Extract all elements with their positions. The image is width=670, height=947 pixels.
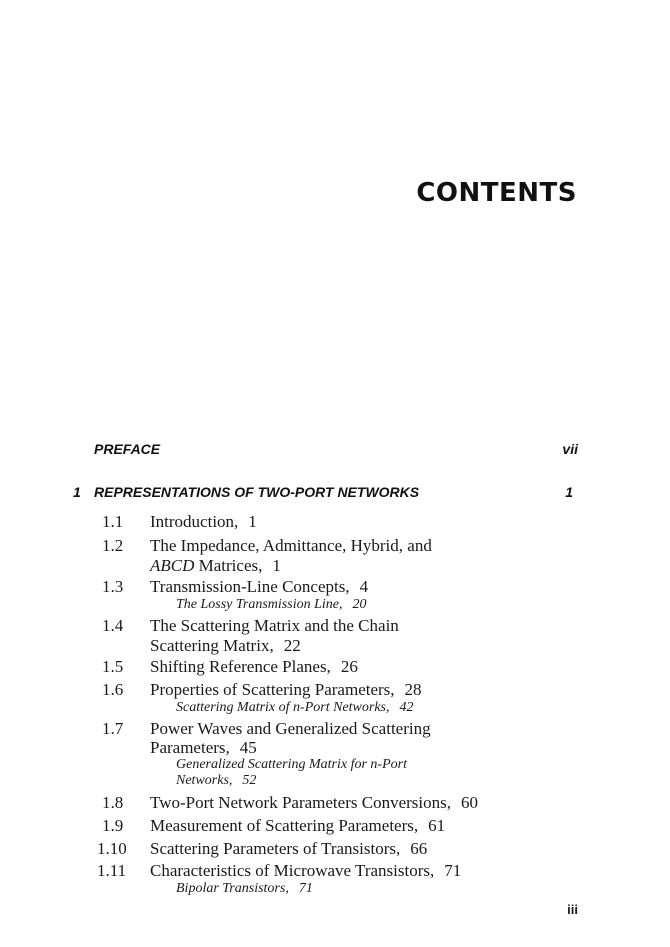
section-page: 26 [340, 657, 358, 676]
section-page: 60 [460, 793, 478, 812]
section-number: 1.1 [102, 512, 124, 531]
preface-page: vii [562, 441, 578, 457]
section-entry-continued[interactable] [150, 636, 301, 656]
subsection-entry[interactable] [176, 596, 366, 613]
subsection-entry[interactable] [176, 699, 413, 716]
section-title: Power Waves and Generalized Scattering [150, 719, 431, 738]
section-title: Two-Port Network Parameters Conversions, [150, 793, 451, 812]
subsection-entry-continued[interactable] [176, 772, 256, 789]
section-page: 1 [248, 512, 257, 531]
section-entry[interactable] [150, 719, 431, 739]
section-number: 1.6 [102, 680, 124, 699]
section-number: 1.2 [102, 536, 124, 555]
section-entry[interactable] [150, 616, 399, 636]
section-entry[interactable] [150, 816, 445, 836]
section-title: Matrices, [198, 556, 263, 575]
section-title: Introduction, [150, 512, 239, 531]
section-title: Characteristics of Microwave Transistors, [150, 861, 435, 880]
subsection-page: 20 [352, 597, 367, 612]
section-page: 66 [410, 839, 428, 858]
section-page: 1 [272, 556, 281, 575]
section-title: Scattering Parameters of Transistors, [150, 839, 401, 858]
section-title: Scattering Matrix, [150, 636, 274, 655]
section-title-italic: ABCD [150, 556, 195, 575]
subsection-entry[interactable] [176, 756, 407, 773]
section-title: Parameters, [150, 738, 230, 757]
chapter-page: 1 [565, 484, 573, 500]
section-number: 1.9 [102, 816, 124, 835]
section-page: 71 [444, 861, 462, 880]
section-number: 1.10 [97, 839, 127, 858]
page-heading: CONTENTS [416, 178, 577, 208]
section-entry[interactable] [150, 512, 257, 532]
subsection-title: Bipolar Transistors, [176, 881, 289, 896]
section-entry-continued[interactable] [150, 556, 281, 576]
section-title: The Impedance, Admittance, Hybrid, and [150, 536, 432, 555]
section-title: Properties of Scattering Parameters, [150, 680, 395, 699]
section-entry[interactable] [150, 536, 432, 556]
section-entry[interactable] [150, 657, 358, 677]
chapter-number: 1 [73, 484, 81, 500]
section-title: Shifting Reference Planes, [150, 657, 331, 676]
section-number: 1.8 [102, 793, 124, 812]
chapter-title[interactable]: REPRESENTATIONS OF TWO-PORT NETWORKS [94, 484, 420, 500]
section-number: 1.11 [97, 861, 127, 880]
page-folio: iii [567, 902, 578, 917]
subsection-page: 52 [242, 773, 257, 788]
section-number: 1.5 [102, 657, 124, 676]
subsection-title: Scattering Matrix of n-Port Networks, [176, 700, 390, 715]
section-number: 1.7 [102, 719, 124, 738]
section-entry[interactable] [150, 861, 461, 881]
section-title: The Scattering Matrix and the Chain [150, 616, 399, 635]
section-number: 1.4 [102, 616, 124, 635]
section-page: 28 [404, 680, 422, 699]
section-entry[interactable] [150, 839, 427, 859]
section-page: 61 [428, 816, 446, 835]
section-entry-continued[interactable] [150, 738, 257, 758]
section-entry[interactable] [150, 577, 368, 597]
section-entry[interactable] [150, 793, 478, 813]
subsection-entry[interactable] [176, 880, 313, 897]
preface-title[interactable]: PREFACE [94, 441, 161, 457]
subsection-page: 42 [399, 700, 414, 715]
subsection-title: Generalized Scattering Matrix for n-Port [176, 757, 407, 772]
section-page: 45 [239, 738, 257, 757]
section-title: Transmission-Line Concepts, [150, 577, 350, 596]
section-page: 4 [359, 577, 369, 596]
section-page: 22 [283, 636, 301, 655]
section-entry[interactable] [150, 680, 422, 700]
subsection-title: Networks, [176, 773, 233, 788]
section-number: 1.3 [102, 577, 124, 596]
subsection-page: 71 [298, 881, 313, 896]
section-title: Measurement of Scattering Parameters, [150, 816, 419, 835]
subsection-title: The Lossy Transmission Line, [176, 597, 343, 612]
